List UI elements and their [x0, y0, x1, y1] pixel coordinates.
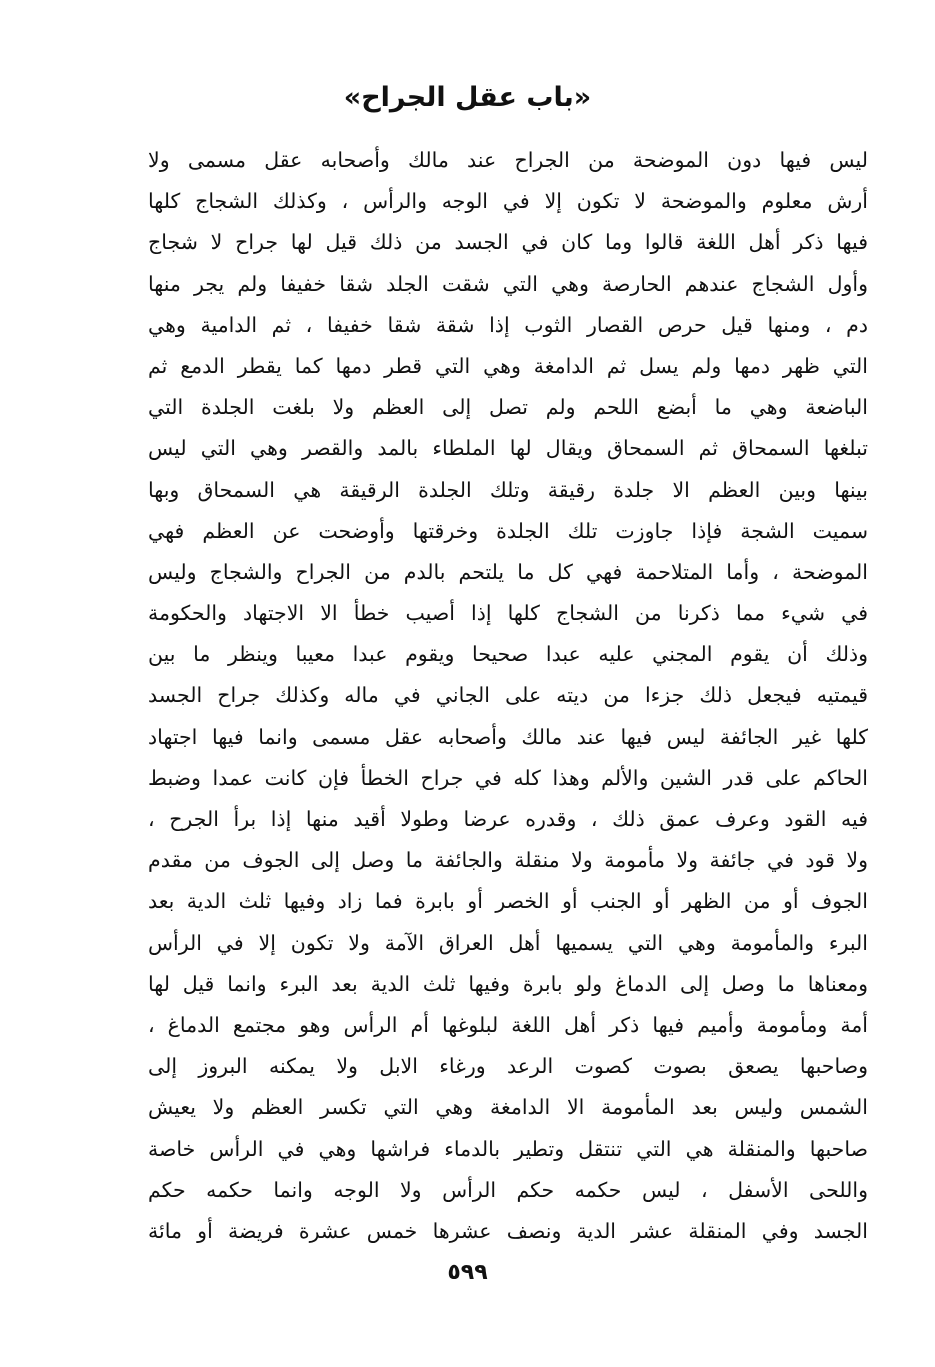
- text-line-5: دم ، ومنها قيل حرص القصار الثوب إذا شقة شقا خفيفا ، ثم الدامية وهي: [148, 312, 868, 337]
- text-line-19: الجوف أو من الظهر أو الجنب أو الخصر أو بابرة فما زاد وفيها ثلث الدية بعد: [148, 889, 868, 914]
- text-line-18: ولا قود في جائفة ولا مأمومة ولا منقلة والجائفة ما وصل إلى الجوف من مقدم: [148, 848, 868, 873]
- text-line-26: واللحى الأسفل ، ليس حكمه حكم الرأس ولا الوجه وانما حكمه حكم: [148, 1177, 868, 1202]
- text-line-23: وصاحبها يصعق بصوت كصوت الرعد ورغاء الابل ولا يمكنه البروز إلى: [148, 1054, 868, 1079]
- text-line-12: في شيء مما ذكرنا من الشجاج كلها إذا أصيب خطأ الا الاجتهاد والحكومة: [148, 601, 868, 626]
- text-line-8: تبلغها السمحاق ثم السمحاق ويقال لها الملطاء بالمد والقصر وهي التي ليس: [148, 436, 868, 461]
- text-line-9: بينها وبين العظم الا جلدة رقيقة وتلك الجلدة الرقيقة هي السمحاق وبها: [148, 477, 868, 502]
- text-line-22: أمة ومأمومة وأميم فيها ذكر أهل اللغة لبلوغها أم الرأس وهو مجتمع الدماغ ،: [148, 1012, 868, 1037]
- text-line-16: الحاكم على قدر الشين والألم وهذا كله في جراح الخطأ فإن كانت عمدا وضبط: [148, 765, 868, 790]
- text-line-27: الجسد وفي المنقلة عشر الدية ونصف عشرها خمس عشرة فريضة أو مائة: [148, 1218, 868, 1243]
- page-number: ٥٩٩: [447, 1260, 488, 1285]
- text-line-1: ليس فيها دون الموضحة من الجراح عند مالك وأصحابه عقل مسمى ولا: [148, 148, 868, 172]
- text-line-10: سميت الشجة فإذا جاوزت تلك الجلدة وخرقتها وأوضحت عن العظم فهي: [148, 518, 868, 543]
- text-line-4: وأول الشجاج عندهم الحارصة وهي التي شقت الجلد شقا خفيفا ولم يجر منها: [148, 271, 868, 296]
- text-line-7: الباضعة وهي ما أبضع اللحم ولم تصل إلى العظم ولا بلغت الجلدة التي: [148, 395, 868, 420]
- text-line-24: الشمس وليس بعد المأمومة الا الدامغة وهي التي تكسر العظم ولا يعيش: [148, 1095, 868, 1120]
- text-line-3: فيها ذكر أهل اللغة قالوا وما كان في الجسد من ذلك قيل لها جراح لا شجاج: [148, 230, 868, 255]
- chapter-heading: «باب عقل الجراح»: [343, 82, 592, 113]
- text-line-14: قيمتيه فيجعل ذلك جزءا من ديته على الجاني في ماله وكذلك جراح الجسد: [148, 683, 868, 708]
- text-line-6: التي ظهر دمها ولم يسل ثم الدامغة وهي التي قطر دمها كما يقطر الدمع ثم: [148, 353, 868, 378]
- text-line-25: صاحبها والمنقلة هي التي تنتقل وتطير بالدماء فراشها وهي في الرأس خاصة: [148, 1136, 868, 1161]
- text-line-17: فيه القود وعرف عمق ذلك ، وقدره عرضا وطولا أقيد منها إذا برأ الجرح ،: [148, 807, 868, 831]
- text-line-11: الموضحة ، وأما المتلاحمة فهي كل ما يلتحم بالدم من الجراح والشجاج وليس: [148, 559, 868, 584]
- text-line-2: أرش معلوم والموضحة لا تكون إلا في الوجه والرأس ، وكذلك الشجاج كلها: [148, 189, 868, 214]
- text-line-20: البرء والمأمومة وهي التي يسميها أهل العراق الآمة ولا تكون إلا في الرأس: [148, 930, 868, 955]
- text-line-13: وذلك أن يقوم المجني عليه عبدا صحيحا ويقوم عبدا معيبا وينظر ما بين: [148, 642, 868, 667]
- body-text: [148, 140, 868, 1252]
- text-line-21: ومعناها ما وصل إلى الدماغ ولو بابرة وفيها ثلث الدية بعد البرء وانما قيل لها: [148, 971, 868, 996]
- text-line-15: كلها غير الجائفة ليس فيها عند مالك وأصحابه عقل مسمى وانما فيها اجتهاد: [148, 724, 868, 749]
